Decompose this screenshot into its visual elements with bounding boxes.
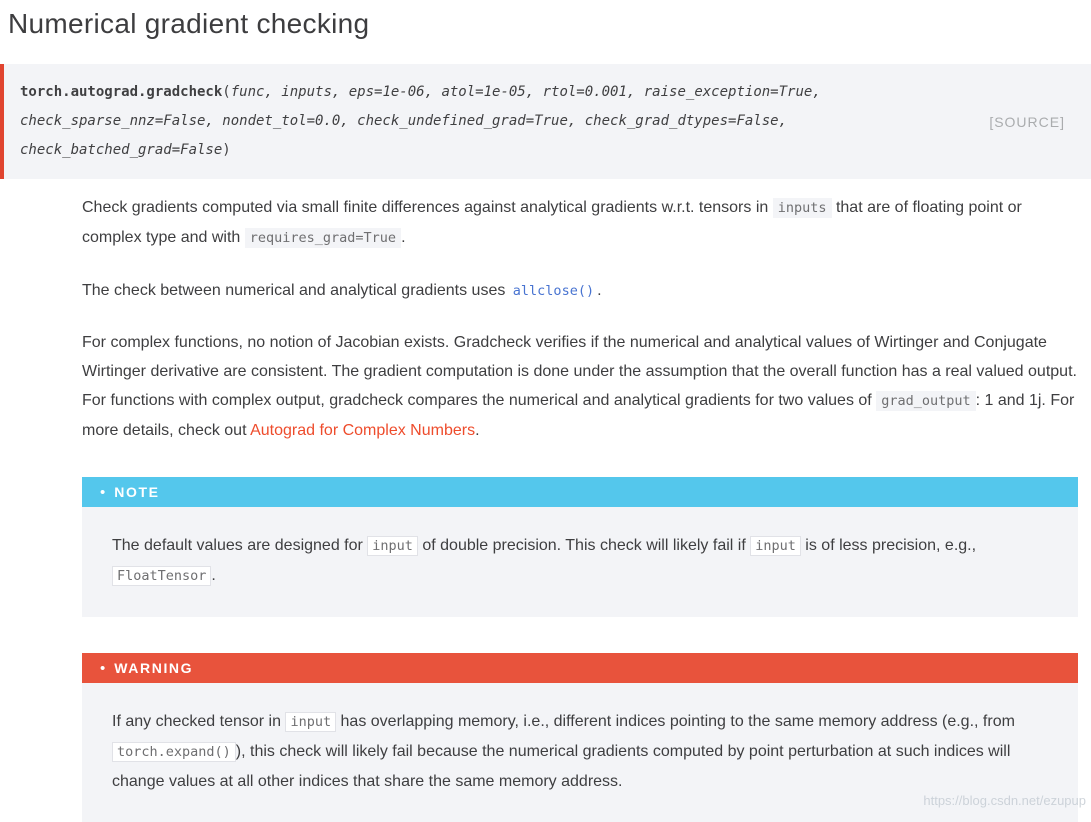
text-run: The check between numerical and analytical gradients uses [82, 282, 510, 299]
bullet-icon: • [100, 659, 106, 677]
warning-body [82, 683, 1078, 822]
text-run: The default values are designed for [112, 537, 368, 554]
warning-title: WARNING [114, 660, 194, 676]
bullet-icon: • [100, 483, 106, 501]
autograd-for-complex-numbers-link[interactable]: Autograd for Complex Numbers [250, 422, 476, 439]
function-qualname: torch.autograd.gradcheck [20, 84, 223, 100]
watermark: https://blog.csdn.net/ezupup [923, 793, 1086, 808]
inline-code: requires_grad=True [245, 228, 401, 248]
open-paren: ( [222, 84, 231, 100]
function-signature-block [0, 64, 1091, 179]
text-run: . [211, 567, 216, 584]
inline-code: grad_output [876, 391, 975, 411]
inline-code: input [750, 536, 801, 556]
warning-admonition [82, 653, 1078, 822]
paragraph-allclose [82, 276, 1078, 306]
text-run: has overlapping memory, i.e., different indices pointing to the same memory address (e.g., from [336, 713, 1015, 730]
paragraph-check-gradients [82, 193, 1078, 253]
text-run: If any checked tensor in [112, 713, 286, 730]
page-title: Numerical gradient checking [8, 8, 370, 39]
note-title: NOTE [114, 484, 160, 500]
text-run: is of less precision, e.g., [800, 537, 977, 554]
source-link[interactable]: [SOURCE] [989, 114, 1065, 130]
close-paren: ) [222, 142, 231, 158]
text-run: ), this check will likely fail because the numerical gradients computed by point perturbation at such indices will change values at all other indices that share the same memory address. [112, 743, 1011, 790]
inline-code: torch.expand() [112, 742, 236, 762]
text-run: For complex functions, no notion of Jacobian exists. Gradcheck verifies if the numerical and analytical values of Wirtinger and Conjugate Wirtinger derivative are consistent. The gradient computation is done under the assumption that the overall function has a real valued output. For functions with complex output, gradcheck compares the numerical and analytical gradients for two values of [82, 334, 1077, 409]
text-run: that are of floating point or complex type and with [82, 199, 1022, 246]
function-arguments: func, inputs, eps=1e-06, atol=1e-05, rtol=0.001, raise_exception=True, check_sparse_nnz=False, nondet_tol=0.0, check_undefined_grad=True, check_grad_dtypes=False, check_batched_grad=False [20, 84, 821, 158]
warning-title-bar [82, 653, 1078, 683]
note-body [82, 507, 1078, 617]
text-run: : 1 and 1j. For more details, check out [82, 392, 1075, 439]
text-run: of double precision. This check will likely fail if [417, 537, 751, 554]
text-run: Check gradients computed via small finite differences against analytical gradients w.r.t. tensors in [82, 199, 773, 216]
text-run: . [401, 229, 406, 246]
note-title-bar [82, 477, 1078, 507]
paragraph-complex-functions [82, 328, 1078, 445]
note-admonition [82, 477, 1078, 617]
inline-code: input [285, 712, 336, 732]
inline-code: FloatTensor [112, 566, 211, 586]
inline-code: inputs [773, 198, 832, 218]
text-run: . [475, 422, 480, 439]
inline-code: input [367, 536, 418, 556]
text-run: . [597, 282, 602, 299]
doc-content [82, 193, 1078, 822]
allclose-link[interactable]: allclose() [512, 283, 595, 299]
